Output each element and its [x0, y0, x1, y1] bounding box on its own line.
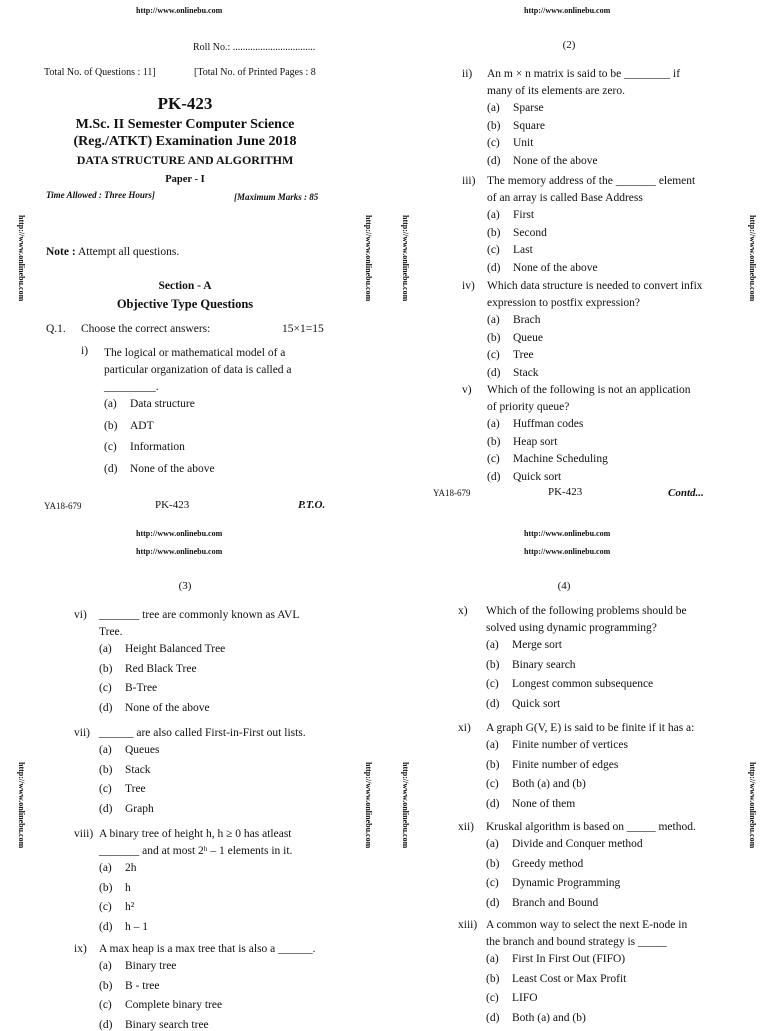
option-label: (c) — [99, 783, 112, 795]
option — [104, 398, 195, 410]
option-text: None of the above — [125, 701, 210, 714]
question-text — [486, 603, 687, 637]
option-label: (c) — [486, 877, 499, 889]
option — [487, 155, 598, 167]
option-text: Binary search tree — [125, 1018, 209, 1031]
option — [486, 698, 560, 710]
option — [104, 463, 215, 475]
option-text: B - tree — [125, 979, 160, 992]
page-4 — [384, 512, 768, 1024]
question-text — [486, 720, 694, 737]
max-marks: [Maximum Marks : 85 — [234, 192, 319, 202]
question-line: expression to postfix expression? — [487, 297, 640, 309]
footer-pto: P.T.O. — [298, 499, 326, 511]
option-label: (d) — [487, 261, 501, 274]
question-i-text — [104, 345, 292, 396]
option-label: (a) — [487, 209, 500, 221]
option-label: (c) — [99, 901, 112, 913]
option-text: Binary tree — [125, 960, 177, 972]
option — [486, 838, 643, 850]
option-text: Brach — [513, 314, 541, 326]
option-label: (d) — [487, 366, 501, 379]
question-text — [99, 607, 299, 641]
question-number: xii) — [458, 821, 474, 833]
question-number: vi) — [74, 609, 87, 621]
option-text: ADT — [130, 419, 154, 432]
option-label: (c) — [487, 137, 500, 149]
side-watermark-left: http://www.onlinebu.com — [17, 762, 26, 849]
option-text: Square — [513, 119, 545, 132]
question-line: _________. — [104, 381, 159, 393]
question-line: _______ tree are commonly known as AVL — [99, 609, 300, 621]
option-label: (b) — [99, 763, 113, 776]
side-watermark-left: http://www.onlinebu.com — [401, 762, 410, 849]
option-label: (a) — [99, 862, 112, 874]
option-text: Divide and Conquer method — [512, 838, 643, 850]
page-number: (4) — [557, 580, 571, 592]
option-label: (c) — [487, 453, 500, 465]
header-url: http://www.onlinebu.com — [524, 6, 611, 15]
note — [46, 246, 179, 258]
question-number: ii) — [462, 68, 473, 80]
option-label: (b) — [99, 881, 113, 894]
option-text: Both (a) and (b) — [512, 778, 586, 790]
total-questions: Total No. of Questions : 11] — [44, 67, 156, 78]
option-label: (b) — [99, 979, 113, 992]
question-number: vii) — [74, 727, 90, 739]
option — [486, 1012, 586, 1024]
question-text — [487, 66, 680, 100]
question-line: Which of the following problems should be — [486, 605, 687, 617]
option-text: Height Balanced Tree — [125, 643, 226, 655]
option — [99, 764, 151, 776]
option-label: (a) — [486, 838, 499, 850]
question-line: of priority queue? — [487, 401, 570, 413]
subject-title: DATA STRUCTURE AND ALGORITHM — [76, 153, 294, 167]
question-line: The memory address of the _______ element — [487, 175, 696, 187]
option — [99, 960, 176, 972]
option-label: (a) — [487, 418, 500, 430]
header-url-duplicate: http://www.onlinebu.com — [524, 547, 611, 556]
option-label: (b) — [99, 662, 113, 675]
option-text: LIFO — [512, 992, 538, 1004]
question-line: the branch and bound strategy is _____ — [486, 936, 667, 948]
question-line: of an array is called Base Address — [487, 192, 643, 204]
option-label: (c) — [486, 992, 499, 1004]
option — [486, 973, 626, 985]
option-label: (c) — [99, 999, 112, 1011]
option-text: Finite number of vertices — [512, 739, 628, 751]
option-label: (d) — [487, 470, 501, 483]
option — [99, 980, 159, 992]
option — [104, 420, 154, 432]
option — [487, 137, 533, 149]
option — [486, 992, 538, 1004]
option — [486, 739, 628, 751]
question-number: x) — [458, 605, 468, 617]
option-label: (a) — [487, 314, 500, 326]
option-text: Data structure — [130, 398, 195, 410]
option-text: Quick sort — [513, 470, 562, 483]
option-text: Complete binary tree — [125, 999, 223, 1011]
option-text: Both (a) and (b) — [512, 1011, 586, 1024]
course-title: M.Sc. II Semester Computer Science — [75, 117, 295, 132]
option-label: (b) — [487, 331, 501, 344]
option-label: (c) — [486, 778, 499, 790]
option — [487, 418, 583, 430]
option — [486, 858, 583, 870]
q1-marks: 15×1=15 — [282, 323, 324, 335]
question-line: Which data structure is needed to convert infix — [487, 280, 703, 292]
option — [486, 798, 575, 810]
option-label: (b) — [104, 419, 118, 432]
option — [99, 921, 148, 933]
q1-number: Q.1. — [46, 323, 66, 335]
option — [487, 227, 547, 239]
question-text — [487, 173, 695, 207]
question-text — [487, 278, 703, 312]
option-label: (d) — [486, 697, 500, 710]
question-line: A binary tree of height h, h ≥ 0 has atleast — [99, 828, 292, 840]
option-label: (d) — [486, 896, 500, 909]
option-text: First — [513, 209, 535, 221]
option — [487, 244, 533, 256]
header-url: http://www.onlinebu.com — [524, 529, 611, 538]
option-text: Second — [513, 226, 547, 239]
option — [487, 262, 598, 274]
option — [487, 102, 544, 114]
header-url: http://www.onlinebu.com — [136, 6, 223, 15]
section-subheading: Objective Type Questions — [116, 297, 254, 311]
option-label: (c) — [99, 682, 112, 694]
question-line: Tree. — [99, 626, 123, 638]
footer-paper: PK-423 — [155, 499, 190, 511]
side-watermark-right: http://www.onlinebu.com — [364, 215, 373, 302]
question-line: A common way to select the next E-node in — [486, 919, 688, 931]
option-text: Heap sort — [513, 435, 558, 448]
option-label: (d) — [486, 1011, 500, 1024]
option — [487, 453, 608, 465]
option — [99, 744, 160, 756]
option-text: Unit — [513, 137, 534, 149]
header-url: http://www.onlinebu.com — [136, 529, 223, 538]
side-watermark-left: http://www.onlinebu.com — [17, 215, 26, 302]
option-text: Graph — [125, 802, 154, 815]
option — [487, 314, 540, 326]
option-label: (c) — [487, 349, 500, 361]
option-label: (d) — [99, 1018, 113, 1031]
option-label: (b) — [487, 226, 501, 239]
option — [99, 643, 225, 655]
question-text — [487, 382, 690, 416]
option — [487, 471, 561, 483]
option-label: (a) — [99, 960, 112, 972]
option-text: Greedy method — [512, 857, 584, 870]
question-number: v) — [462, 384, 472, 396]
option — [99, 1019, 209, 1031]
option — [487, 332, 543, 344]
option-label: (d) — [487, 154, 501, 167]
option-text: Branch and Bound — [512, 896, 599, 909]
page-number: (2) — [562, 39, 576, 51]
question-text — [99, 941, 316, 958]
option-label: (a) — [486, 953, 499, 965]
question-number: viii) — [74, 828, 94, 840]
option — [486, 897, 598, 909]
page-2 — [384, 0, 768, 512]
option — [99, 901, 134, 913]
option — [99, 999, 222, 1011]
option-label: (d) — [99, 920, 113, 933]
option-label: (a) — [486, 639, 499, 651]
option — [486, 659, 576, 671]
option-label: (b) — [486, 857, 500, 870]
option-label: (d) — [486, 797, 500, 810]
option-label: (b) — [486, 972, 500, 985]
question-text — [99, 725, 306, 742]
question-text — [486, 819, 696, 836]
side-watermark-right: http://www.onlinebu.com — [748, 215, 757, 302]
footer-code: YA18-679 — [433, 488, 471, 498]
option — [99, 682, 157, 694]
total-pages: [Total No. of Printed Pages : 8 — [194, 67, 316, 78]
option — [486, 877, 620, 889]
footer-code: YA18-679 — [44, 501, 82, 511]
page-3 — [0, 512, 384, 1031]
page-1 — [0, 0, 384, 512]
question-line: solved using dynamic programming? — [486, 622, 657, 634]
option-text: 2h — [125, 862, 137, 874]
option-label: (b) — [486, 758, 500, 771]
time-allowed: Time Allowed : Three Hours] — [46, 190, 155, 200]
option — [99, 783, 146, 795]
question-line: particular organization of data is called a — [104, 364, 292, 376]
option-text: Queues — [125, 744, 160, 756]
question-i-number: i) — [81, 345, 89, 357]
option-text: B-Tree — [125, 682, 158, 694]
question-line: The logical or mathematical model of a — [104, 347, 286, 359]
option-label: (c) — [487, 244, 500, 256]
option — [486, 953, 625, 965]
question-text — [99, 826, 292, 860]
option-text: None of the above — [513, 261, 598, 274]
side-watermark-right: http://www.onlinebu.com — [364, 762, 373, 849]
option-text: h — [125, 881, 131, 894]
option-text: Tree — [513, 349, 534, 361]
option-label: (c) — [104, 441, 117, 453]
footer-contd: Contd... — [668, 487, 704, 499]
question-line: An m × n matrix is said to be ________ if — [487, 68, 681, 80]
question-number: xi) — [458, 722, 471, 734]
question-line: _______ and at most 2ʰ – 1 elements in it. — [99, 845, 293, 857]
option-label: (d) — [99, 701, 113, 714]
option — [99, 663, 197, 675]
option-text: Tree — [125, 783, 146, 795]
side-watermark-right: http://www.onlinebu.com — [748, 762, 757, 849]
paper-code: PK-423 — [157, 94, 213, 113]
option-text: Finite number of edges — [512, 758, 619, 771]
option-text: Stack — [513, 366, 539, 379]
option-label: (d) — [99, 802, 113, 815]
option-text: None of the above — [130, 462, 215, 475]
option-text: Red Black Tree — [125, 662, 197, 675]
exam-title: (Reg./ATKT) Examination June 2018 — [73, 134, 297, 149]
q1-text: Choose the correct answers: — [81, 323, 211, 335]
option — [99, 862, 137, 874]
question-number: xiii) — [458, 919, 478, 931]
option-label: (b) — [486, 658, 500, 671]
option-text: h² — [125, 901, 135, 913]
option-text: Stack — [125, 763, 151, 776]
option — [487, 120, 545, 132]
option — [486, 678, 653, 690]
question-number: iii) — [462, 175, 476, 187]
page-number: (3) — [178, 580, 192, 592]
side-watermark-left: http://www.onlinebu.com — [401, 215, 410, 302]
option-text: Information — [130, 441, 185, 453]
option-label: (a) — [104, 398, 117, 410]
option-text: h – 1 — [125, 920, 148, 933]
question-line: A graph G(V, E) is said to be finite if it has a: — [486, 722, 695, 734]
question-line: ______ are also called First-in-First out lists. — [99, 727, 306, 739]
note-text: Attempt all questions. — [77, 246, 180, 258]
option-text: Huffman codes — [513, 418, 584, 430]
option — [104, 441, 185, 453]
option-label: (a) — [486, 739, 499, 751]
option-label: (a) — [487, 102, 500, 114]
question-line: many of its elements are zero. — [487, 85, 625, 97]
option — [487, 209, 534, 221]
note-label: Note : — [46, 246, 76, 258]
section-heading: Section - A — [158, 280, 212, 292]
option-label: (a) — [99, 744, 112, 756]
option-text: Machine Scheduling — [513, 453, 608, 465]
option-label: (b) — [487, 435, 501, 448]
option — [486, 639, 562, 651]
question-number: ix) — [74, 943, 87, 955]
option-text: Quick sort — [512, 697, 561, 710]
option-label: (a) — [99, 643, 112, 655]
question-text — [486, 917, 687, 951]
paper-number: Paper - I — [165, 174, 205, 185]
option — [487, 349, 534, 361]
question-number: iv) — [462, 280, 475, 292]
option — [99, 882, 131, 894]
option-label: (c) — [486, 678, 499, 690]
option — [99, 803, 154, 815]
option-label: (b) — [487, 119, 501, 132]
question-line: Which of the following is not an application — [487, 384, 691, 396]
option-text: Dynamic Programming — [512, 877, 621, 889]
option-text: Last — [513, 244, 533, 256]
option-text: First In First Out (FIFO) — [512, 953, 626, 965]
option — [487, 436, 557, 448]
footer-paper: PK-423 — [548, 486, 583, 498]
roll-no: Roll No.: ................................. — [193, 42, 316, 53]
header-url-duplicate: http://www.onlinebu.com — [136, 547, 223, 556]
option-text: Longest common subsequence — [512, 678, 654, 690]
option — [487, 367, 539, 379]
option — [99, 702, 210, 714]
option-text: Binary search — [512, 658, 576, 671]
option-text: None of them — [512, 797, 576, 810]
option-text: None of the above — [513, 154, 598, 167]
option-text: Sparse — [513, 102, 544, 114]
question-line: Kruskal algorithm is based on _____ method. — [486, 821, 696, 833]
option — [486, 759, 618, 771]
question-line: A max heap is a max tree that is also a ______. — [99, 943, 316, 955]
option-text: Least Cost or Max Profit — [512, 972, 627, 985]
option — [486, 778, 586, 790]
option-label: (d) — [104, 462, 118, 475]
option-text: Merge sort — [512, 639, 562, 651]
option-text: Queue — [513, 331, 544, 344]
